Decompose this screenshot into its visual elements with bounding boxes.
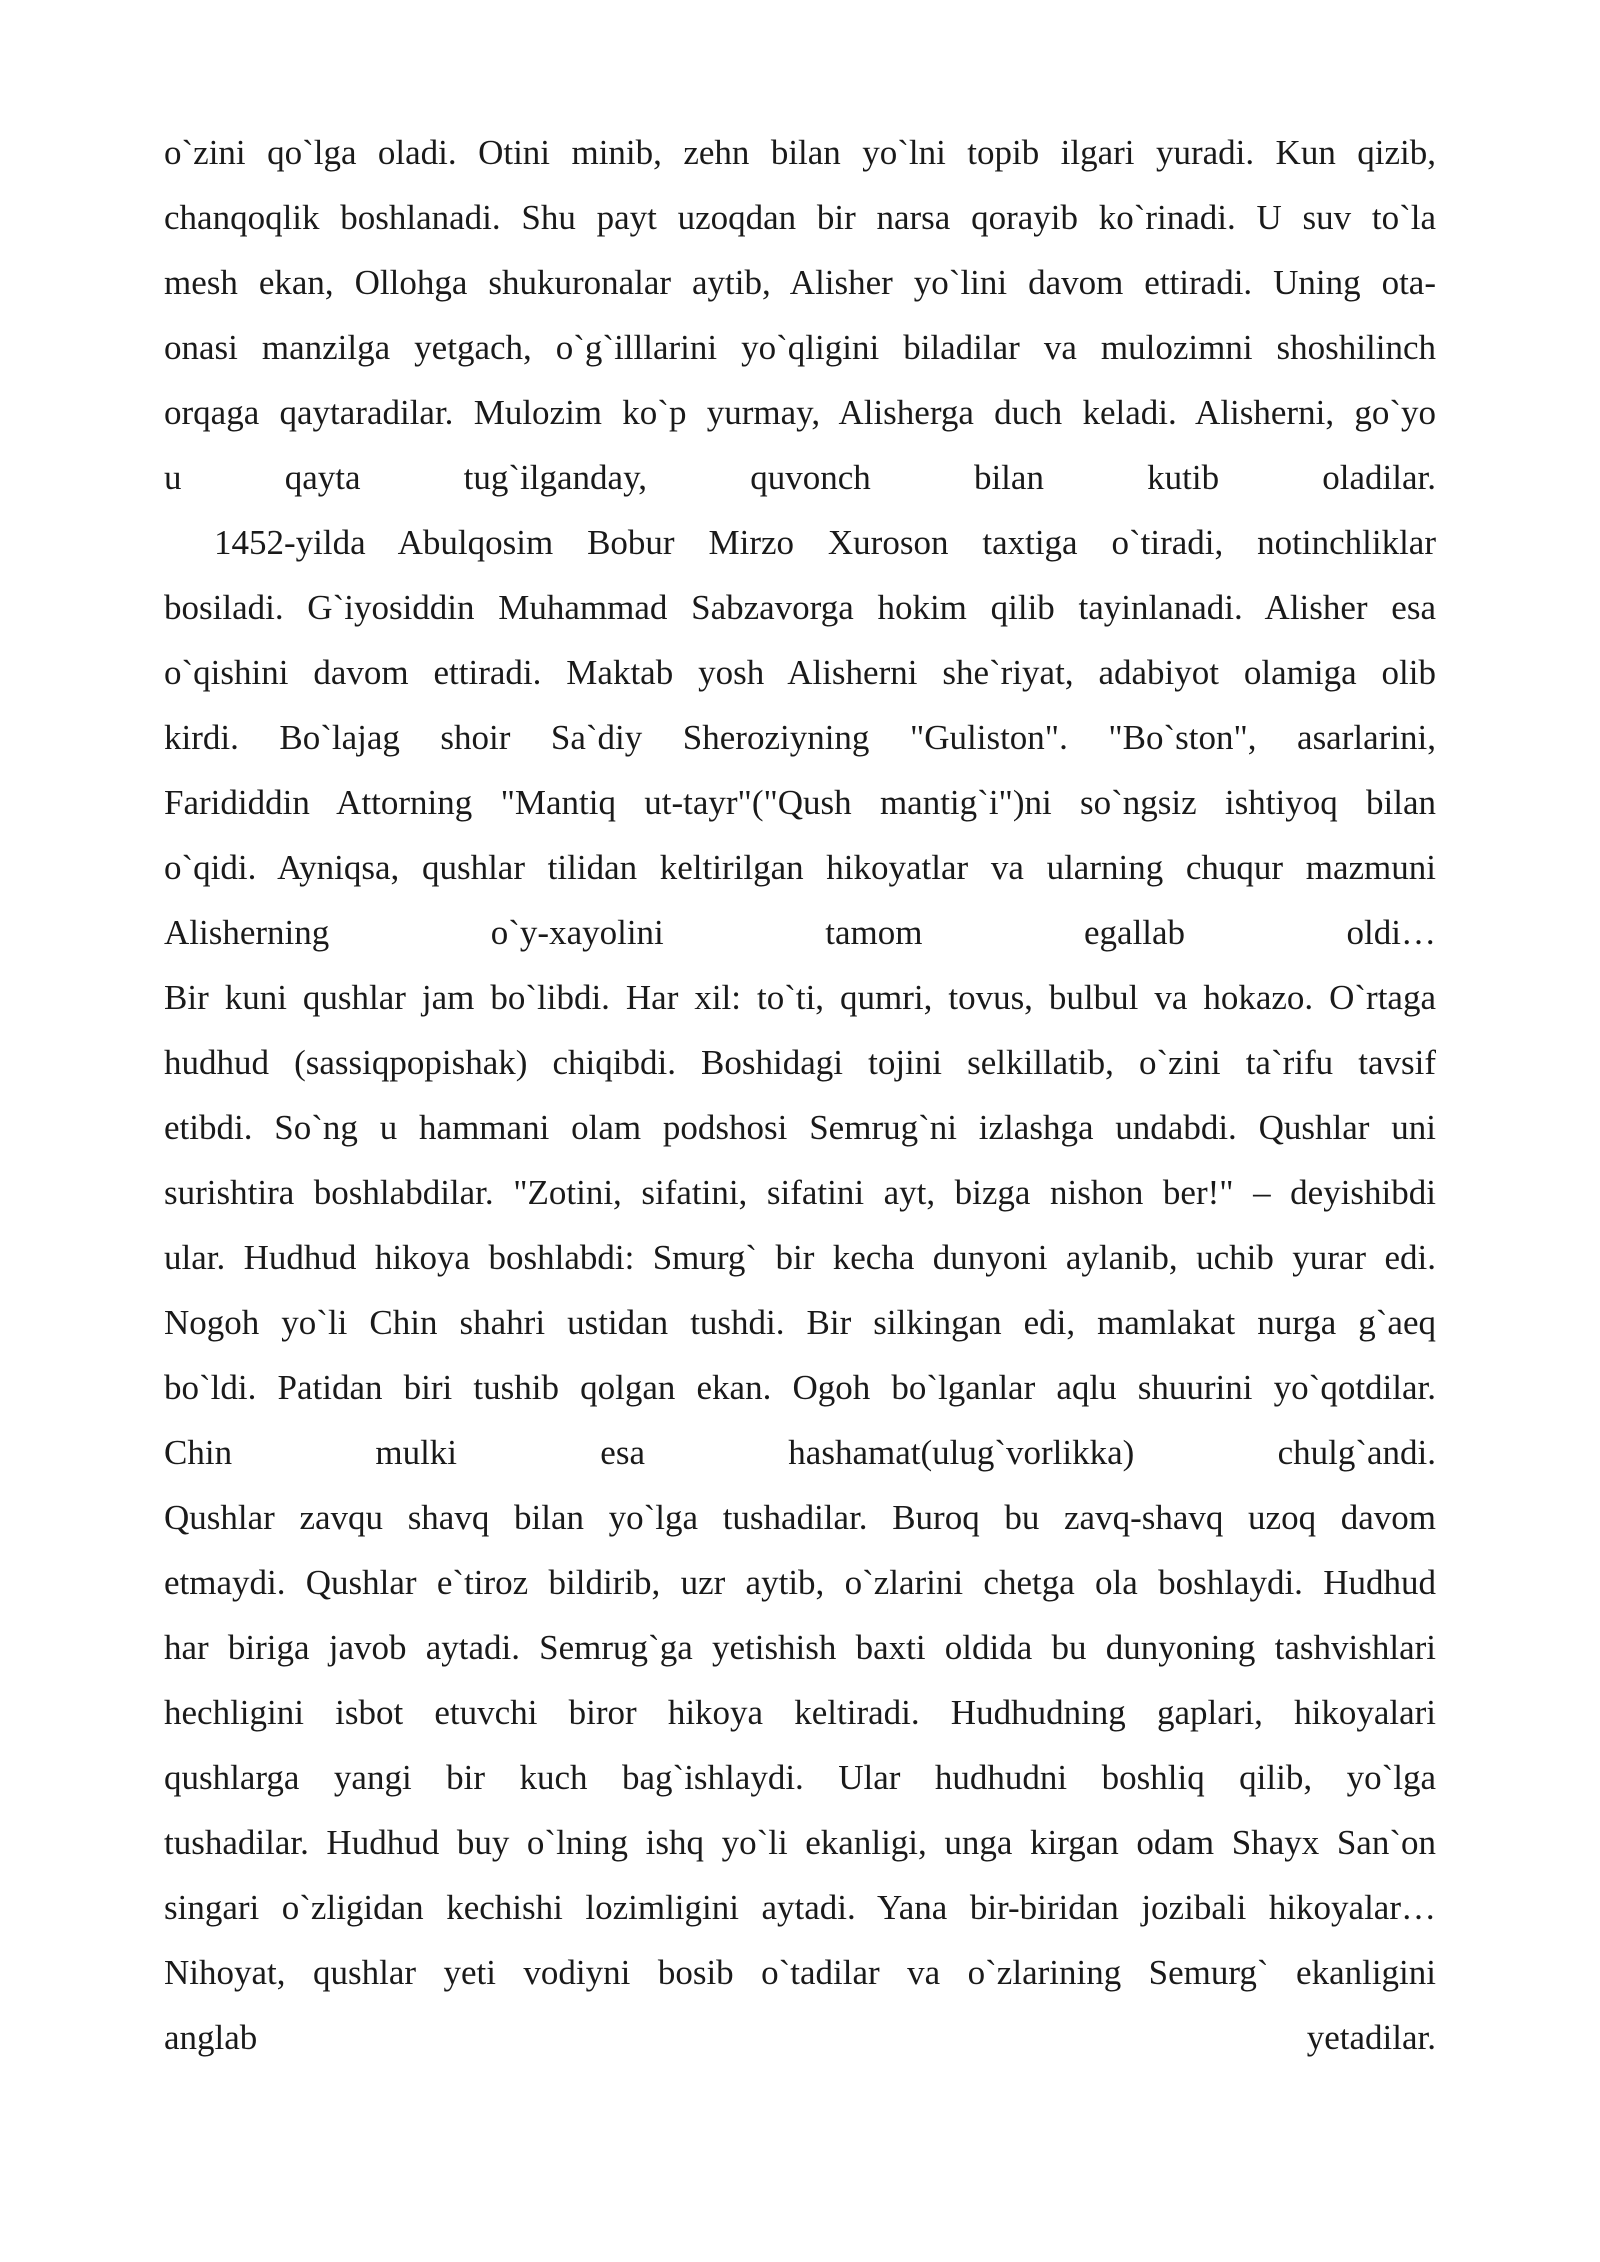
text-line: ular. Hudhud hikoya boshlabdi: Smurg` bir kecha dunyoni aylanib, uchib yurar edi. (164, 1238, 1436, 1277)
text-line: Nogoh yo`li Chin shahri ustidan tushdi. Bir silkingan edi, mamlakat nurga g`aeq (164, 1303, 1436, 1342)
text-line: surishtira boshlabdilar. "Zotini, sifatini, sifatini ayt, bizga nishon ber!" – deyishibdi (164, 1173, 1436, 1212)
text-line: bosiladi. G`iyosiddin Muhammad Sabzavorga hokim qilib tayinlanadi. Alisher esa (164, 588, 1436, 627)
text-line: mesh ekan, Ollohga shukuronalar aytib, Alisher yo`lini davom ettiradi. Uning ota- (164, 263, 1436, 302)
text-line: o`qishini davom ettiradi. Maktab yosh Alisherni she`riyat, adabiyot olamiga olib (164, 653, 1436, 692)
text-line: o`qidi. Ayniqsa, qushlar tilidan keltirilgan hikoyatlar va ularning chuqur mazmuni (164, 848, 1436, 887)
text-line: 1452-yilda Abulqosim Bobur Mirzo Xuroson taxtiga o`tiradi, notinchliklar (214, 523, 1436, 562)
text-line: singari o`zligidan kechishi lozimligini aytadi. Yana bir-biridan jozibali hikoyalar… (164, 1888, 1436, 1927)
text-line: Alisherning o`y-xayolini tamom egallab oldi… (164, 913, 1436, 952)
text-line: Nihoyat, qushlar yeti vodiyni bosib o`tadilar va o`zlarining Semurg` ekanligini (164, 1953, 1436, 1992)
text-line: onasi manzilga yetgach, o`g`illlarini yo`qligini biladilar va mulozimni shoshilinch (164, 328, 1436, 367)
text-line: orqaga qaytaradilar. Mulozim ko`p yurmay, Alisherga duch keladi. Alisherni, go`yo (164, 393, 1436, 432)
text-line: etibdi. So`ng u hammani olam podshosi Semrug`ni izlashga undabdi. Qushlar uni (164, 1108, 1436, 1147)
text-line: bo`ldi. Patidan biri tushib qolgan ekan. Ogoh bo`lganlar aqlu shuurini yo`qotdilar. (164, 1368, 1436, 1407)
text-line: Chin mulki esa hashamat(ulug`vorlikka) chulg`andi. (164, 1433, 1436, 1472)
text-line: qushlarga yangi bir kuch bag`ishlaydi. Ular hudhudni boshliq qilib, yo`lga (164, 1758, 1436, 1797)
text-line: u qayta tug`ilganday, quvonch bilan kutib oladilar. (164, 458, 1436, 497)
text-line: etmaydi. Qushlar e`tiroz bildirib, uzr aytib, o`zlarini chetga ola boshlaydi. Hudhud (164, 1563, 1436, 1602)
text-line: tushadilar. Hudhud buy o`lning ishq yo`li ekanligi, unga kirgan odam Shayx San`on (164, 1823, 1436, 1862)
text-line: Farididdin Attorning "Mantiq ut-tayr"("Qush mantig`i")ni so`ngsiz ishtiyoq bilan (164, 783, 1436, 822)
text-line: hudhud (sassiqpopishak) chiqibdi. Boshidagi tojini selkillatib, o`zini ta`rifu tavsif (164, 1043, 1436, 1082)
text-line: anglab yetadilar. (164, 2018, 1436, 2057)
text-line: Bir kuni qushlar jam bo`libdi. Har xil: to`ti, qumri, tovus, bulbul va hokazo. O`rtaga (164, 978, 1436, 1017)
text-line: Qushlar zavqu shavq bilan yo`lga tushadilar. Buroq bu zavq-shavq uzoq davom (164, 1498, 1436, 1537)
text-line: hechligini isbot etuvchi biror hikoya keltiradi. Hudhudning gaplari, hikoyalari (164, 1693, 1436, 1732)
text-line: chanqoqlik boshlanadi. Shu payt uzoqdan bir narsa qorayib ko`rinadi. U suv to`la (164, 198, 1436, 237)
text-line: o`zini qo`lga oladi. Otini minib, zehn bilan yo`lni topib ilgari yuradi. Kun qizib, (164, 133, 1436, 172)
text-line: kirdi. Bo`lajag shoir Sa`diy Sheroziyning "Guliston". "Bo`ston", asarlarini, (164, 718, 1436, 757)
document-page (164, 120, 1436, 2070)
text-line: har biriga javob aytadi. Semrug`ga yetishish baxti oldida bu dunyoning tashvishlari (164, 1628, 1436, 1667)
